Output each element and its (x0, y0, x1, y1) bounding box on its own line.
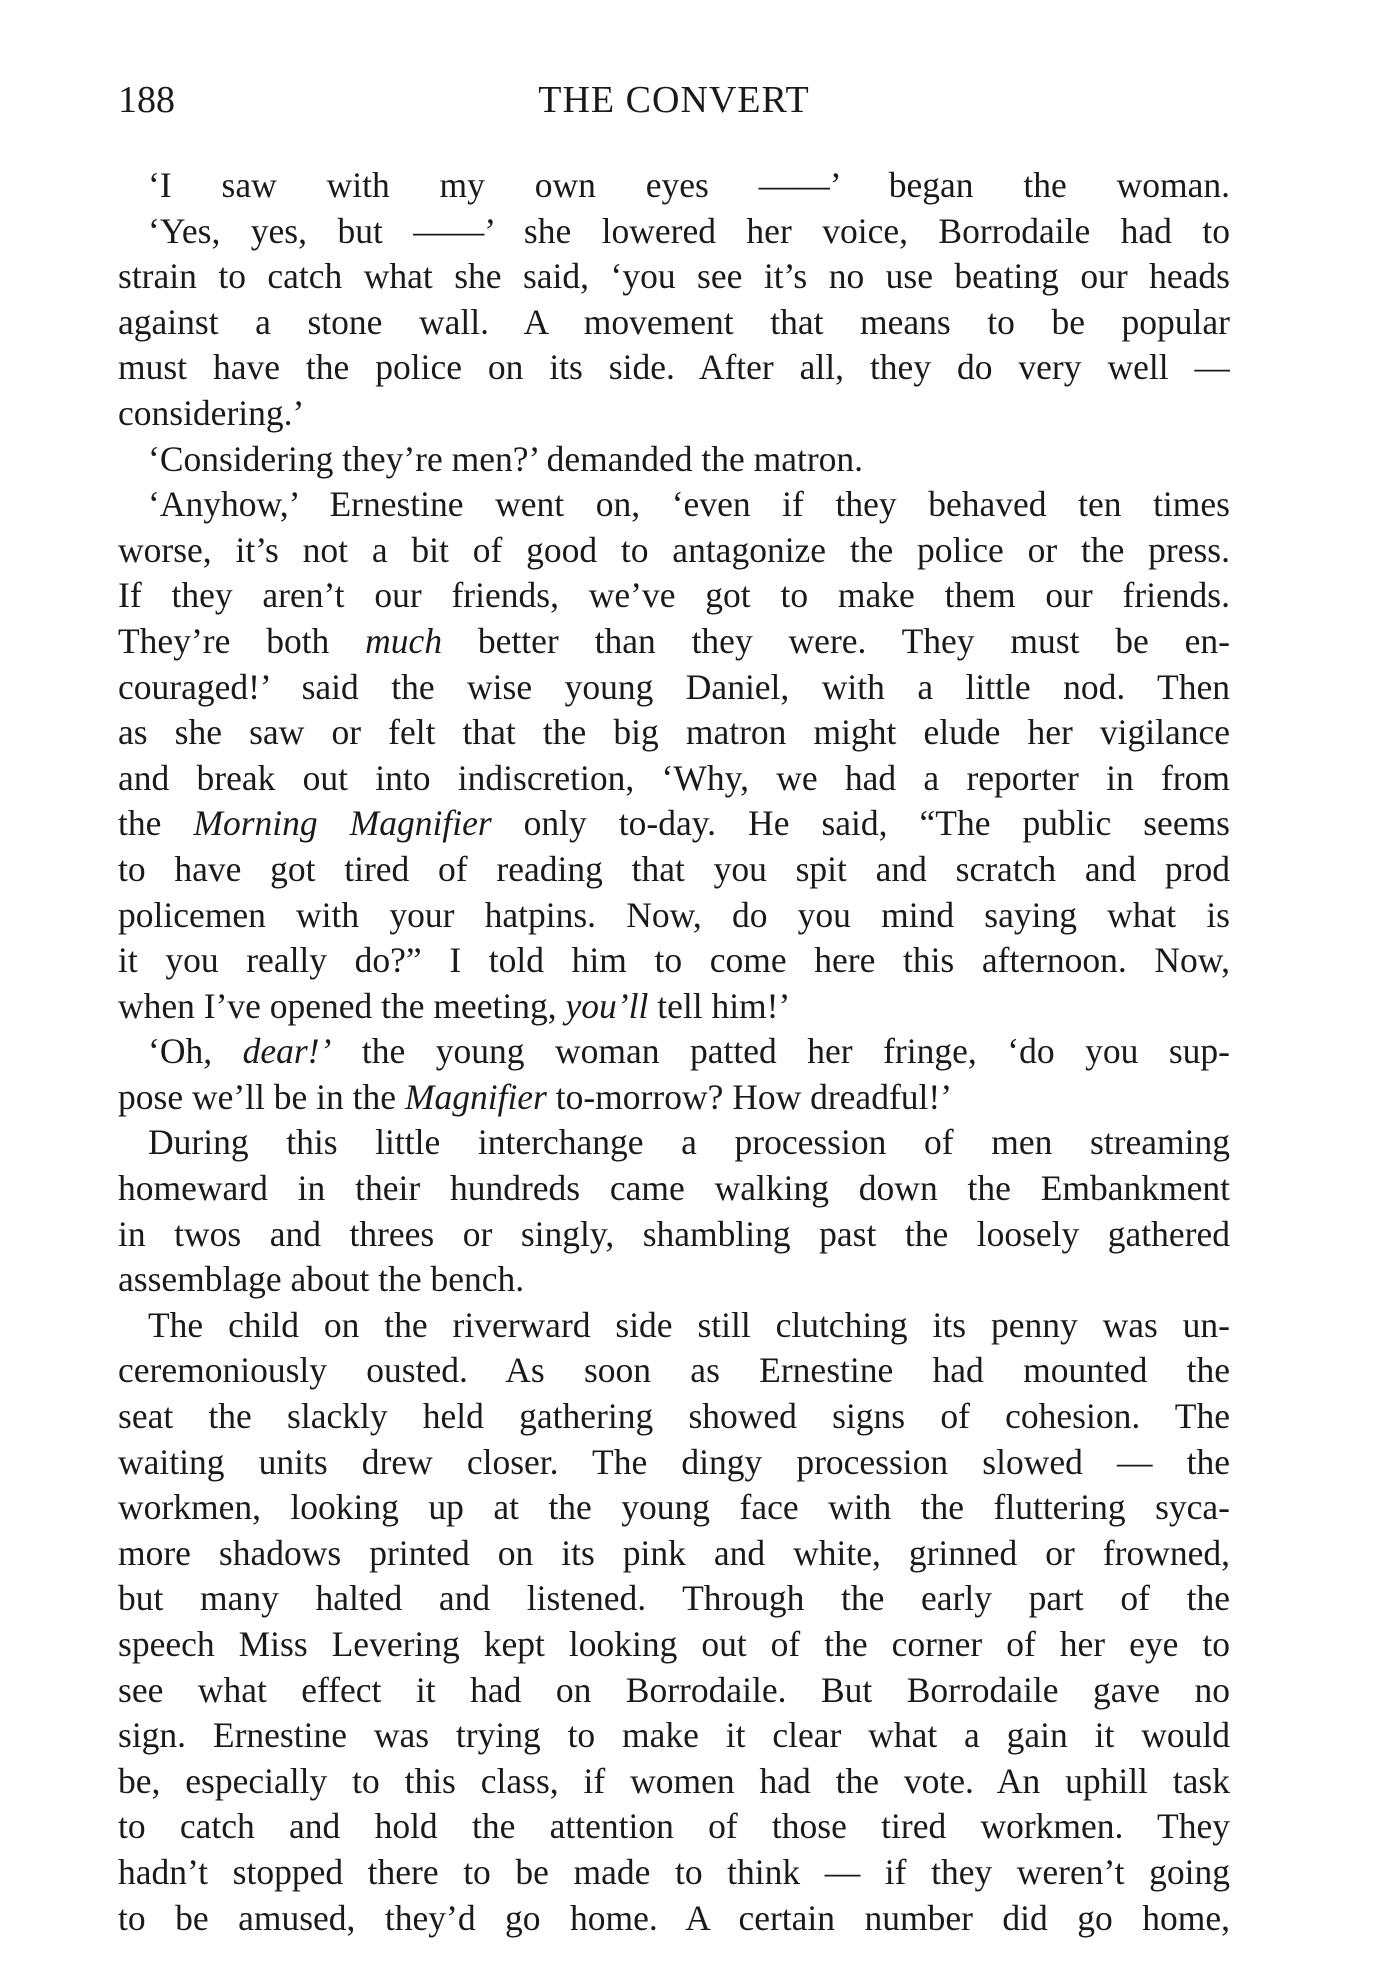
text-line: the Morning Magnifier only to-day. He said, “The public seems (118, 803, 1230, 844)
page-number: 188 (118, 79, 175, 121)
text-line: to have got tired of reading that you spit and scratch and prod (118, 848, 1230, 889)
text-line: but many halted and listened. Through the early part of the (118, 1578, 1230, 1619)
text-line: in twos and threes or singly, shambling past the loosely gathered (118, 1213, 1230, 1254)
text-line: ‘Considering they’re men?’ demanded the matron. (148, 438, 864, 479)
text-line: must have the police on its side. After all, they do very well — (118, 347, 1230, 388)
text-line: ‘Yes, yes, but ——’ she lowered her voice, Borrodaile had to (148, 210, 1230, 251)
text-line: policemen with your hatpins. Now, do you mind saying what is (118, 894, 1230, 935)
text-line: sign. Ernestine was trying to make it clear what a gain it would (118, 1715, 1230, 1756)
body-text (118, 163, 1230, 1953)
text-line: ‘I saw with my own eyes ——’ began the woman. (148, 165, 1230, 205)
text-line: couraged!’ said the wise young Daniel, with a little nod. Then (118, 666, 1230, 707)
text-line: to be amused, they’d go home. A certain number did go home, (118, 1897, 1230, 1938)
text-line: During this little interchange a procession of men streaming (148, 1122, 1230, 1163)
text-line: speech Miss Levering kept looking out of the corner of her eye to (118, 1624, 1230, 1664)
text-line: pose we’ll be in the Magnifier to-morrow? How dreadful!’ (118, 1076, 953, 1117)
italic-text: Morning Magnifier (193, 803, 492, 844)
text-line: homeward in their hundreds came walking down the Embankment (118, 1168, 1230, 1209)
italic-text: you’ll (565, 985, 649, 1026)
text-line: against a stone wall. A movement that means to be popular (118, 301, 1230, 342)
italic-text: dear!’ (242, 1031, 332, 1072)
text-line: If they aren’t our friends, we’ve got to make them our friends. (118, 575, 1230, 616)
text-line: it you really do?” I told him to come here this afternoon. Now, (118, 940, 1230, 981)
text-line: considering.’ (118, 392, 305, 433)
text-line: as she saw or felt that the big matron might elude her vigilance (118, 712, 1230, 753)
text-line: ‘Oh, dear!’ the young woman patted her fringe, ‘do you sup- (148, 1031, 1230, 1072)
text-line: ceremoniously ousted. As soon as Ernestine had mounted the (118, 1350, 1230, 1391)
text-line: to catch and hold the attention of those tired workmen. They (118, 1806, 1230, 1847)
text-line: hadn’t stopped there to be made to think — if they weren’t going (118, 1851, 1230, 1892)
text-line: The child on the riverward side still clutching its penny was un- (148, 1304, 1230, 1345)
text-line: and break out into indiscretion, ‘Why, we had a reporter in from (118, 757, 1230, 798)
text-line: workmen, looking up at the young face with the fluttering syca- (118, 1487, 1230, 1528)
text-line: see what effect it had on Borrodaile. But Borrodaile gave no (118, 1669, 1230, 1710)
text-line: more shadows printed on its pink and white, grinned or frowned, (118, 1532, 1230, 1573)
text-line: strain to catch what she said, ‘you see it’s no use beating our heads (118, 256, 1230, 297)
running-head (118, 70, 1230, 130)
text-line: ‘Anyhow,’ Ernestine went on, ‘even if they behaved ten times (148, 484, 1230, 525)
running-title: THE CONVERT (538, 79, 810, 121)
text-line: be, especially to this class, if women had the vote. An uphill task (118, 1760, 1230, 1801)
text-line: They’re both much better than they were. They must be en- (118, 620, 1230, 661)
text-line: waiting units drew closer. The dingy procession slowed — the (118, 1441, 1230, 1482)
italic-text: much (365, 620, 443, 661)
italic-text: Magnifier (404, 1076, 547, 1117)
text-line: seat the slackly held gathering showed signs of cohesion. The (118, 1396, 1230, 1437)
text-line: assemblage about the bench. (118, 1259, 525, 1300)
text-line: worse, it’s not a bit of good to antagonize the police or the press. (118, 529, 1230, 570)
text-line: when I’ve opened the meeting, you’ll tell him!’ (118, 985, 791, 1026)
